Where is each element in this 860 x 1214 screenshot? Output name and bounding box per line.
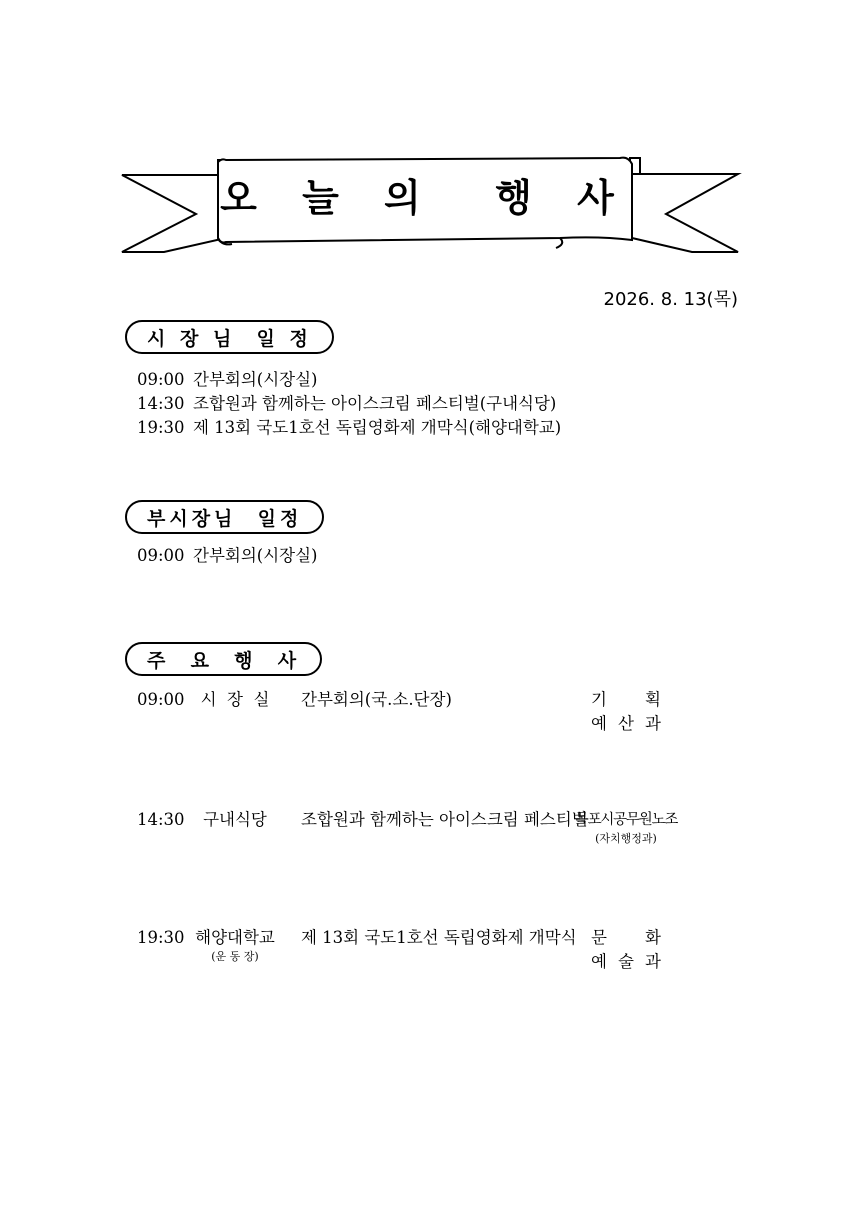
department-char: 획 [645, 690, 661, 709]
table-row [137, 926, 677, 986]
list-item [137, 416, 561, 440]
schedule-time: 09:00 [137, 370, 185, 389]
schedule-text: 간부회의(시장실) [193, 370, 318, 389]
vice-mayor-schedule-list [137, 544, 317, 568]
event-title: 제 13회 국도1호선 독립영화제 개막식 [301, 928, 577, 947]
schedule-time: 09:00 [137, 546, 185, 565]
department-char: 산 [618, 714, 634, 733]
event-time: 19:30 [137, 928, 185, 947]
department-char: 예 [591, 714, 607, 733]
list-item [137, 544, 317, 568]
department-line [591, 688, 661, 712]
schedule-text: 조합원과 함께하는 아이스크림 페스티벌(구내식당) [193, 394, 557, 413]
event-department [591, 926, 661, 974]
schedule-text: 제 13회 국도1호선 독립영화제 개막식(해양대학교) [193, 418, 562, 437]
event-title: 간부회의(국.소.단장) [301, 690, 452, 709]
table-row [137, 688, 677, 748]
list-item [137, 392, 561, 416]
mayor-schedule-list [137, 368, 561, 440]
department-char: 예 [591, 952, 607, 971]
department-line [591, 950, 661, 974]
vice-mayor-schedule-heading: 부시장님 일정 [125, 500, 324, 534]
event-place: 구내식당 [203, 810, 267, 829]
major-events-heading: 주 요 행 사 [125, 642, 322, 676]
document-date: 2026. 8. 13(목) [603, 289, 738, 310]
department-line [591, 926, 661, 950]
event-time: 09:00 [137, 690, 185, 709]
event-department [574, 808, 678, 846]
event-title: 조합원과 함께하는 아이스크림 페스티벌 [301, 810, 588, 829]
ribbon-right-tail [632, 174, 738, 252]
event-place: 해양대학교 [195, 928, 275, 947]
mayor-schedule-heading: 시 장 님 일 정 [125, 320, 334, 354]
schedule-text: 간부회의(시장실) [193, 546, 318, 565]
department-line [591, 712, 661, 736]
event-department [591, 688, 661, 736]
department-char: 술 [618, 952, 634, 971]
department-char: 과 [645, 714, 661, 733]
table-row [137, 808, 677, 868]
schedule-time: 19:30 [137, 418, 185, 437]
list-item [137, 368, 561, 392]
event-place-sub: (운 동 장) [211, 950, 259, 963]
department-sub: (자치행정과) [595, 832, 657, 845]
event-place: 시 장 실 [200, 690, 270, 709]
department-char: 화 [645, 928, 661, 947]
department-char: 과 [645, 952, 661, 971]
department-char: 문 [591, 928, 607, 947]
ribbon-left-tail [122, 175, 226, 252]
page-title: 오 늘 의 행 사 [220, 176, 630, 220]
event-time: 14:30 [137, 810, 185, 829]
department-line: 목포시공무원노조 [574, 812, 678, 828]
department-char: 기 [591, 690, 607, 709]
schedule-time: 14:30 [137, 394, 185, 413]
